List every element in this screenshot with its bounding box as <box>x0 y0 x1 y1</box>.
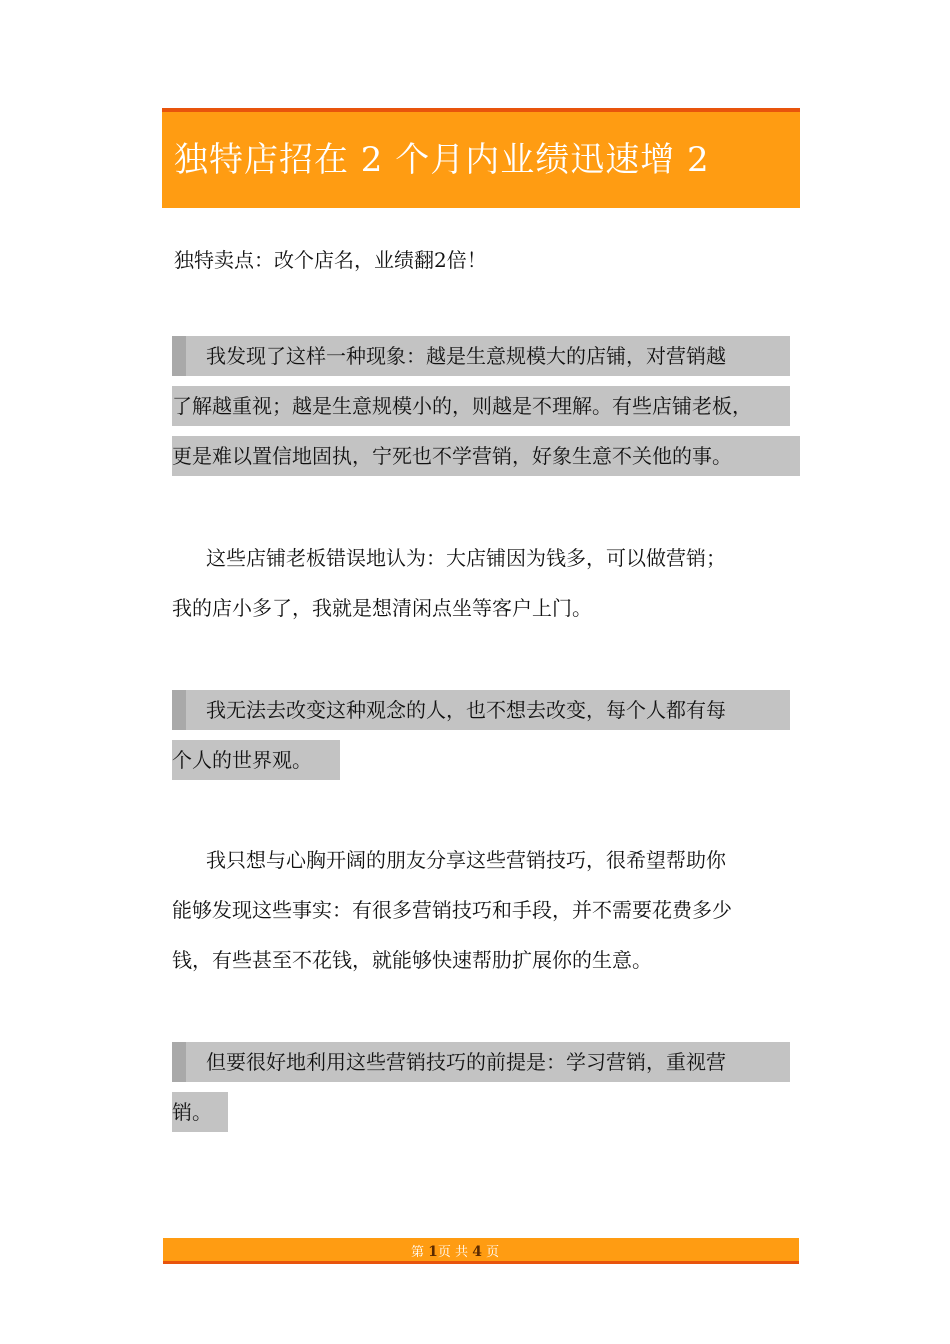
subtitle: 独特卖点：改个店名，业绩翻2倍！ <box>174 248 487 272</box>
total-pages: 4 <box>472 1244 482 1260</box>
paragraph-line: 我无法去改变这种观念的人，也不想去改变，每个人都有每 <box>172 690 790 730</box>
paragraph-4 <box>172 838 802 988</box>
paragraph-3 <box>172 688 802 788</box>
current-page: 1 <box>428 1244 438 1260</box>
title-bar <box>162 108 800 208</box>
paragraph-line: 个人的世界观。 <box>172 740 340 780</box>
paragraph-line: 更是难以置信地固执，宁死也不学营销，好象生意不关他的事。 <box>172 436 800 476</box>
page-number <box>411 1241 499 1260</box>
paragraph-line: 我发现了这样一种现象：越是生意规模大的店铺，对营销越 <box>172 336 790 376</box>
footer-prefix: 第 <box>411 1245 425 1260</box>
paragraph-line: 销。 <box>172 1092 228 1132</box>
paragraph-line: 能够发现这些事实：有很多营销技巧和手段，并不需要花费多少 <box>172 898 732 922</box>
paragraph-1 <box>172 334 802 484</box>
paragraph-2 <box>172 536 802 636</box>
paragraph-5 <box>172 1040 802 1140</box>
paragraph-line: 但要很好地利用这些营销技巧的前提是：学习营销，重视营 <box>172 1042 790 1082</box>
paragraph-line: 了解越重视；越是生意规模小的，则越是不理解。有些店铺老板， <box>172 386 790 426</box>
paragraph-line: 这些店铺老板错误地认为：大店铺因为钱多，可以做营销； <box>206 546 726 570</box>
footer-bar <box>163 1238 799 1264</box>
document-title: 独特店招在 2 个月内业绩迅速增 2 <box>174 140 710 180</box>
paragraph-line: 钱，有些甚至不花钱，就能够快速帮肋扩展你的生意。 <box>172 948 652 972</box>
paragraph-line: 我的店小多了，我就是想清闲点坐等客户上门。 <box>172 596 592 620</box>
footer-middle: 页 共 <box>437 1245 469 1260</box>
footer-suffix: 页 <box>486 1245 500 1260</box>
paragraph-line: 我只想与心胸开阔的朋友分享这些营销技巧，很希望帮助你 <box>206 848 726 872</box>
